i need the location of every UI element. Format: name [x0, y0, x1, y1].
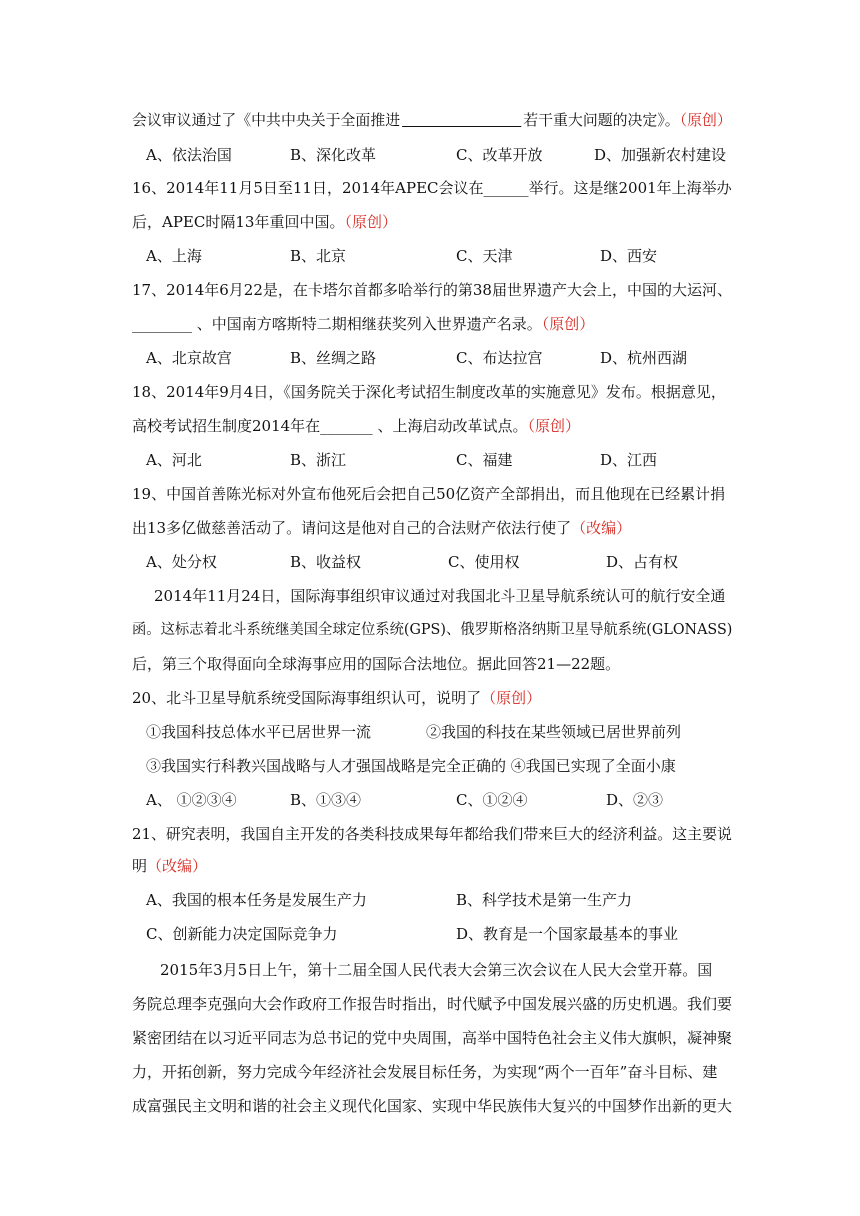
q19-option-c: C、使用权 [448, 553, 520, 571]
q20-option-d: D、②③ [606, 791, 664, 809]
q16-option-d: D、西安 [600, 247, 658, 265]
q16-option-a: A、上海 [146, 247, 202, 265]
source-tag: （原创） [344, 213, 397, 231]
q18-stem-line2 [132, 416, 580, 436]
q20-option-b: B、①③④ [290, 791, 362, 809]
passage2-line3: 紧密团结在以习近平同志为总书记的党中央周围，高举中国特色社会主义伟大旗帜，凝神聚 [132, 1029, 733, 1047]
q21-stem-line2 [132, 856, 207, 876]
q17-stem-text: ________ 、中国南方喀斯特二期相继获奖列入世界遗产名录。 [132, 315, 542, 333]
q19-option-b: B、收益权 [290, 553, 362, 571]
q20-stem-line1 [132, 688, 541, 708]
q21-option-c: C、创新能力决定国际竞争力 [146, 925, 338, 943]
q20-stem-text: 20、北斗卫星导航系统受国际海事组织认可，说明了 [132, 689, 482, 707]
q21-option-d: D、教育是一个国家最基本的事业 [456, 925, 679, 943]
q16-stem-text: 后，APEC时隔13年重回中国。 [132, 213, 345, 231]
q18-option-c: C、福建 [456, 451, 513, 469]
q18-option-b: B、浙江 [290, 451, 347, 469]
answer-blank [402, 111, 521, 127]
q18-option-a: A、河北 [146, 451, 202, 469]
passage1-line1: 2014年11月24日，国际海事组织审议通过对我国北斗卫星导航系统认可的航行安全通 [154, 587, 726, 605]
q19-option-a: A、处分权 [146, 553, 217, 571]
q16-stem-line1: 16、2014年11月5日至11日，2014年APEC会议在______举行。这是继2001年上海举办 [132, 179, 732, 197]
q17-option-c: C、布达拉宫 [456, 349, 543, 367]
source-tag: （原创） [541, 315, 595, 333]
source-tag: （原创） [679, 111, 732, 129]
source-tag: （改编） [147, 857, 208, 875]
source-tag: （改编） [571, 519, 632, 537]
q19-option-d: D、占有权 [606, 553, 679, 571]
q15-stem-post: 若干重大问题的决定》。 [523, 111, 680, 129]
passage2-line5: 成富强民主文明和谐的社会主义现代化国家、实现中华民族伟大复兴的中国梦作出新的更大 [132, 1097, 733, 1115]
q15-stem-pre: 会议审议通过了《中共中央关于全面推进 [132, 111, 401, 129]
q18-option-d: D、江西 [600, 451, 658, 469]
q18-stem-text: 高校考试招生制度2014年在_______ 、上海启动改革试点。 [132, 417, 528, 435]
q20-statement-1: ①我国科技总体水平已居世界一流 [146, 723, 372, 741]
q17-option-d: D、杭州西湖 [600, 349, 688, 367]
q20-option-a: A、 ①②③④ [146, 791, 237, 809]
q17-option-a: A、北京故宫 [146, 349, 232, 367]
q20-statement-2: ②我国的科技在某些领域已居世界前列 [426, 723, 682, 741]
q18-stem-line1: 18、2014年9月4日，《国务院关于深化考试招生制度改革的实施意见》发布。根据意见， [132, 383, 726, 401]
q17-stem-line1: 17、2014年6月22是，在卡塔尔首都多哈举行的第38届世界遗产大会上，中国的大运河、 [132, 281, 732, 299]
q16-option-b: B、北京 [290, 247, 347, 265]
q16-stem-line2 [132, 212, 397, 232]
q20-statement-3-4: ③我国实行科教兴国战略与人才强国战略是完全正确的 ④我国已实现了全面小康 [146, 757, 676, 775]
q19-stem-text: 出13多亿做慈善活动了。请问这是他对自己的合法财产依法行使了 [132, 519, 572, 537]
q15-option-c: C、改革开放 [456, 146, 543, 164]
q20-option-c: C、①②④ [456, 791, 528, 809]
passage2-line4: 力，开拓创新，努力完成今年经济社会发展目标任务，为实现“两个一百年”奋斗目标、建 [132, 1063, 718, 1081]
passage2-line2: 务院总理李克强向大会作政府工作报告时指出，时代赋予中国发展兴盛的历史机遇。我们要 [132, 995, 733, 1013]
q19-stem-line1: 19、中国首善陈光标对外宣布他死后会把自己50亿资产全部捐出，而且他现在已经累计捐 [132, 485, 726, 503]
q16-option-c: C、天津 [456, 247, 513, 265]
q19-stem-line2 [132, 518, 631, 538]
q15-stem [132, 110, 732, 130]
q21-option-b: B、科学技术是第一生产力 [456, 891, 633, 909]
source-tag: （原创） [481, 689, 542, 707]
passage1-line3: 后，第三个取得面向全球海事应用的国际合法地位。据此回答21—22题。 [132, 655, 621, 673]
q17-option-b: B、丝绸之路 [290, 349, 377, 367]
q15-option-b: B、深化改革 [290, 146, 377, 164]
q15-option-a: A、依法治国 [146, 146, 232, 164]
passage1-line2: 函。这标志着北斗系统继美国全球定位系统(GPS)、俄罗斯格洛纳斯卫星导航系统(GLONASS) [132, 622, 733, 638]
q21-stem-text: 明 [132, 857, 148, 875]
q17-stem-line2 [132, 314, 594, 334]
q15-option-d: D、加强新农村建设 [594, 146, 727, 164]
source-tag: （原创） [527, 417, 580, 435]
passage2-line1: 2015年3月5日上午，第十二届全国人民代表大会第三次会议在人民大会堂开幕。国 [160, 961, 713, 979]
q21-stem-line1: 21、研究表明，我国自主开发的各类科技成果每年都给我们带来巨大的经济利益。这主要说 [132, 825, 732, 843]
q21-option-a: A、我国的根本任务是发展生产力 [146, 891, 367, 909]
